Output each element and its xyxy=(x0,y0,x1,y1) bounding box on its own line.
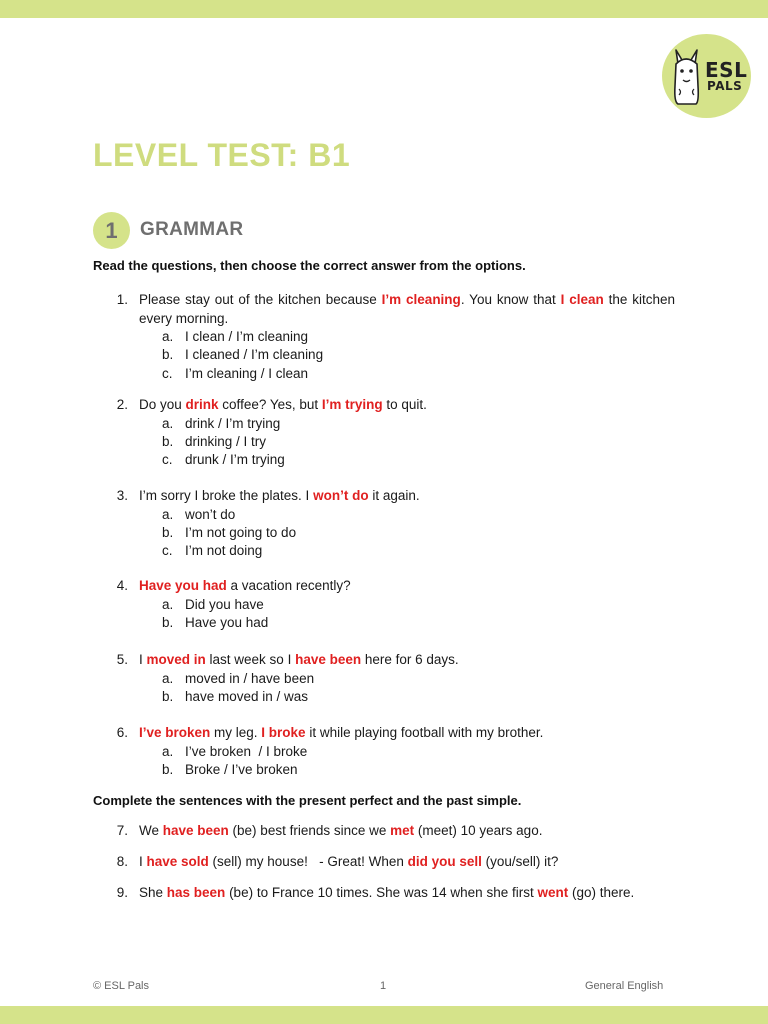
answer-highlight: has been xyxy=(166,885,226,900)
answer-highlight: went xyxy=(537,885,569,900)
question-number: 9. xyxy=(116,885,128,900)
sentence-8 xyxy=(93,853,675,872)
question-text: I moved in last week so I have been here for 6 days. xyxy=(139,652,459,667)
option-a: a. won’t do xyxy=(162,506,236,522)
question-number: 1. xyxy=(116,292,128,307)
question-2 xyxy=(93,396,675,469)
question-5 xyxy=(93,651,675,706)
bottom-band xyxy=(0,1006,768,1024)
option-a: a. drink / I’m trying xyxy=(162,415,281,431)
sentence-7 xyxy=(93,822,675,841)
question-text: I’m sorry I broke the plates. I won’t do it again. xyxy=(139,488,420,503)
page-title: LEVEL TEST: B1 xyxy=(93,137,351,173)
answer-highlight: moved in xyxy=(146,652,206,667)
question-3 xyxy=(93,487,675,560)
sentence-9 xyxy=(93,884,675,903)
sentence-text: I have sold (sell) my house! - Great! When did you sell (you/sell) it? xyxy=(139,854,559,869)
sentence-text: We have been (be) best friends since we met (meet) 10 years ago. xyxy=(139,823,543,838)
option-b: b. Have you had xyxy=(162,614,269,630)
answer-highlight: Have you had xyxy=(139,578,227,593)
footer-page-number: 1 xyxy=(380,980,387,992)
option-b: b. drinking / I try xyxy=(162,433,267,449)
section-number-badge: 1 xyxy=(93,212,130,249)
option-c: c. I’m not doing xyxy=(162,543,263,559)
esl-pals-logo xyxy=(662,34,751,118)
answer-highlight: I’m trying xyxy=(321,397,383,412)
answer-highlight: I clean xyxy=(560,292,604,307)
question-6 xyxy=(93,724,675,779)
option-a: a. Did you have xyxy=(162,596,264,612)
option-a: a. I clean / I’m cleaning xyxy=(162,329,309,344)
option-b: b. Broke / I’ve broken xyxy=(162,761,298,777)
option-c: c. drunk / I’m trying xyxy=(162,452,285,468)
section-title: GRAMMAR xyxy=(140,219,244,240)
question-number: 4. xyxy=(116,578,128,593)
option-b: b. I cleaned / I’m cleaning xyxy=(162,347,324,363)
option-b: b. have moved in / was xyxy=(162,688,309,704)
instruction-choose: Read the questions, then choose the correct answer from the options. xyxy=(93,258,526,273)
question-number: 3. xyxy=(116,488,128,503)
answer-highlight: did you sell xyxy=(407,854,482,869)
instruction-complete: Complete the sentences with the present perfect and the past simple. xyxy=(93,793,522,808)
answer-highlight: have been xyxy=(295,652,362,667)
option-b: b. I’m not going to do xyxy=(162,524,297,540)
option-a: a. I’ve broken / I broke xyxy=(162,743,308,759)
footer-course: General English xyxy=(585,980,664,992)
answer-highlight: met xyxy=(390,823,415,838)
question-text: Do you drink coffee? Yes, but I’m trying to quit. xyxy=(139,397,427,412)
question-text: I’ve broken my leg. I broke it while playing football with my brother. xyxy=(139,725,544,740)
question-number: 6. xyxy=(116,725,128,740)
sentence-text: She has been (be) to France 10 times. She was 14 when she first went (go) there. xyxy=(139,885,635,900)
logo-esl-text: ESL xyxy=(705,58,748,82)
answer-highlight: I broke xyxy=(261,725,306,740)
question-number: 8. xyxy=(116,854,128,869)
question-4 xyxy=(93,577,675,632)
logo-pals-text: PALS xyxy=(707,79,743,93)
answer-highlight: have been xyxy=(162,823,229,838)
question-number: 2. xyxy=(116,397,128,412)
question-number: 5. xyxy=(116,652,128,667)
answer-highlight: I’m cleaning xyxy=(381,292,461,307)
question-text: Have you had a vacation recently? xyxy=(139,578,351,593)
footer-copyright: © ESL Pals xyxy=(93,980,149,992)
answer-highlight: won’t do xyxy=(313,488,369,503)
answer-highlight: drink xyxy=(185,397,219,412)
option-c: c. I’m cleaning / I clean xyxy=(162,365,309,381)
top-band xyxy=(0,0,768,18)
question-1 xyxy=(93,291,675,383)
option-a: a. moved in / have been xyxy=(162,670,315,686)
question-text: Please stay out of the kitchen because I’m cleaning. You know that I clean the kitchen every morning. xyxy=(139,292,675,326)
question-number: 7. xyxy=(116,823,128,838)
answer-highlight: have sold xyxy=(146,854,209,869)
answer-highlight: I’ve broken xyxy=(139,725,211,740)
